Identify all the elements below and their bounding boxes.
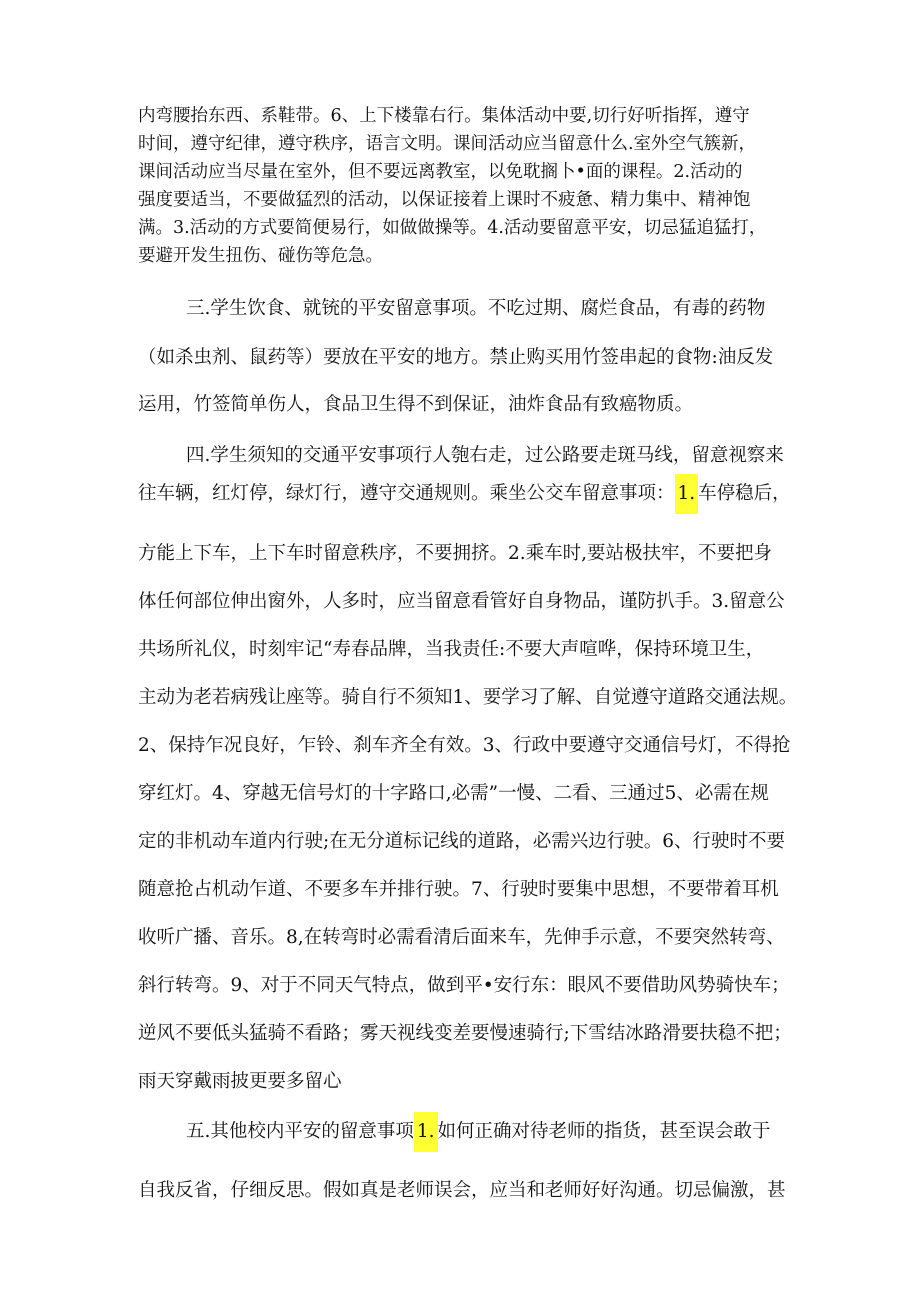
- text-line: 主动为老若病残让座等。骑自行不须知1、要学习了解、自觉遵守道路交通法规。: [138, 687, 798, 708]
- text-line: [138, 474, 791, 514]
- text-line: （如杀虫剂、鼠药等）要放在平安的地方。禁止购买用竹签串起的食物:油反发: [138, 347, 774, 368]
- text-run: 五.其他校内平安的留意事项: [186, 1121, 414, 1142]
- text-line: 逆风不要低头猛骑不看路；雾天视线变差要慢速骑行;下雪结冰路滑要扶稳不把；: [138, 1023, 792, 1044]
- text-line: 随意抢占机动乍道、不要多车并排行驶。7、行驶时要集中思想，不要带着耳机: [138, 879, 779, 900]
- text-run: 如何正确对待老师的指货，甚至误会敢于: [437, 1121, 771, 1142]
- text-line: 内弯腰抬东西、系鞋带。6、上下楼靠右行。集体活动中要,切行好听指挥，遵守: [138, 106, 750, 126]
- text-line: 体任何部位伸出窗外，人多时，应当留意看管好自身物品，谨防扒手。3.留意公: [138, 591, 785, 612]
- highlight-mark: 1.: [414, 1112, 438, 1152]
- text-line: 要避开发生扭伤、碰伤等危急。: [138, 246, 383, 266]
- text-line: 斜行转弯。9、对于不同天气特点，做到平•安行东：眼风不要借助风势骑快车；: [138, 975, 790, 996]
- text-line: 时间，遵守纪律，遵守秩序，语言文明。课间活动应当留意什么.室外空气簇新，: [138, 134, 757, 154]
- highlight-mark: 1.: [675, 474, 699, 514]
- text-line: 方能上下车，上下车时留意秩序，不要拥挤。2.乘车时,要站极扶牢，不要把身: [138, 543, 773, 564]
- text-line: 课间活动应当尽量在室外，但不要远离教室，以免耽搁卜•面的课程。2.活动的: [138, 162, 743, 182]
- text-run: 往车辆，红灯停，绿灯行，遵守交通规则。乘坐公交车留意事项：: [138, 483, 675, 504]
- text-line: 雨天穿戴雨披更要多留心: [138, 1071, 342, 1092]
- section-heading-line: 四.学生须知的交通平安事项行人匏右走，过公路要走斑马线，留意视察来: [186, 445, 784, 466]
- text-run: 车停稳后，: [698, 483, 791, 504]
- text-line: 共场所礼仪，时刻牢记“寿春品牌，当我责任:不要大声喧哗，保持环境卫生，: [138, 639, 765, 660]
- section-heading-line: 三.学生饮食、就铳的平安留意事项。不吃过期、腐烂食品，有毒的药物: [186, 298, 766, 319]
- text-line: 满。3.活动的方式要简便易行，如做做操等。4.活动要留意平安，切忌猛追猛打，: [138, 218, 767, 238]
- text-line: 强度要适当，不要做猛烈的活动，以保证接着上课时不疲惫、精力集中、精神饱: [138, 190, 751, 210]
- text-line: 运用，竹签简单伤人，食品卫生得不到保证，油炸食品有致癌物质。: [138, 394, 694, 415]
- text-line: 自我反省，仔细反思。假如真是老师误会，应当和老师好好沟通。切忌偏激，甚: [138, 1180, 786, 1201]
- text-line: 定的非机动车道内行驶;在无分道标记线的道路，必需兴边行驶。6、行驶时不要: [138, 831, 786, 852]
- text-line: 穿红灯。4、穿越无信号灯的十字路口,必需”一慢、二看、三通过5、必需在规: [138, 783, 769, 804]
- text-line: 收听广播、音乐。8,在转弯时必需看清后面来车，先伸手示意，不要突然转弯、: [138, 927, 785, 948]
- text-line: 2、保持乍况良好，乍铃、刹车齐全有效。3、行政中要遵守交通信号灯，不得抢: [138, 735, 791, 756]
- section-heading-line: [186, 1112, 771, 1152]
